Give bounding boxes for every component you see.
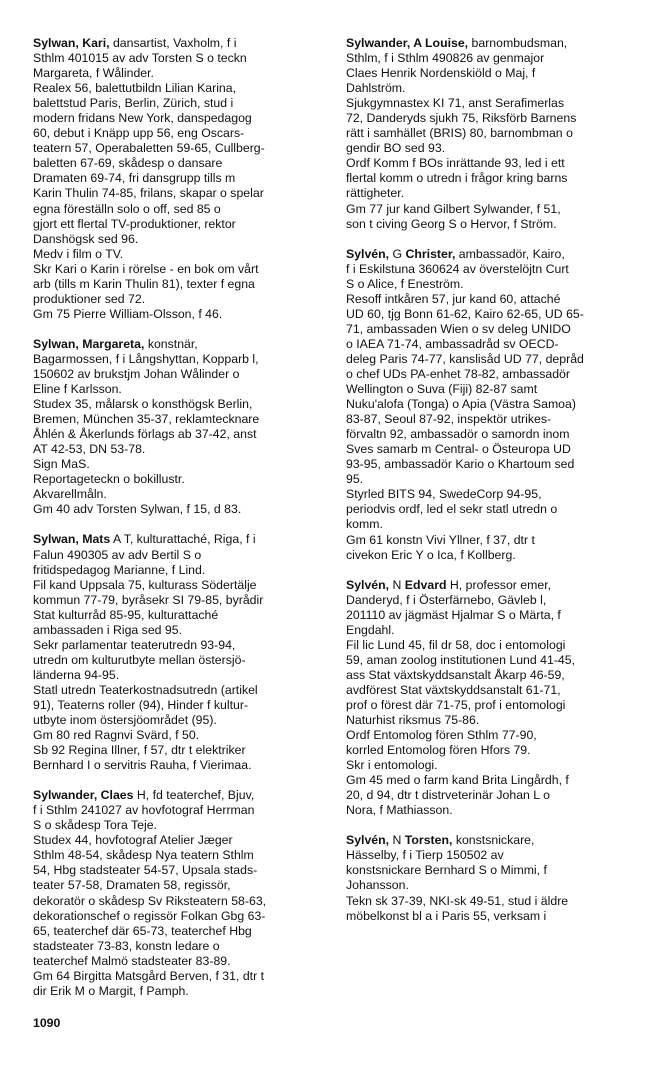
entry-text: Gm 64 Birgitta Matsgård Berven, f 31, dtr t (33, 968, 265, 983)
entry-name: Sylvén, (346, 577, 390, 592)
entry-text: Tekn sk 37-39, NKI-sk 49-51, stud i äldre (346, 893, 569, 908)
entry-line (33, 502, 333, 517)
entry-line (33, 186, 333, 201)
entry-line (33, 668, 333, 683)
column-left (33, 36, 333, 1014)
entry-line (33, 713, 333, 728)
entry-line (346, 713, 646, 728)
entry-text: Studex 35, målarsk o konsthögsk Berlin, (33, 397, 253, 412)
entry-text: avdförest Stat växtskyddsanstalt 61-71, (346, 682, 561, 697)
entry-text: Sthlm 401015 av adv Torsten S o teckn (33, 51, 247, 66)
entry-text: konstsnickare Bernhard S o Mimmi, f (346, 863, 547, 878)
entry-line (346, 36, 646, 51)
entry-line (33, 412, 333, 427)
entry-text: o IAEA 71-74, ambassadråd sv OECD- (346, 336, 559, 351)
entry-text: G (389, 246, 406, 261)
entry-line (33, 51, 333, 66)
entry-text: 59, aman zoolog institutionen Lund 41-45, (346, 652, 576, 667)
entry-line (346, 728, 646, 743)
entry-text: A T, kulturattaché, Riga, f i (110, 532, 256, 547)
entry-line (33, 442, 333, 457)
entry-text: korrled Entomolog fören Hfors 79. (346, 743, 531, 758)
entry-line (346, 126, 646, 141)
entry-text: kommun 77-79, byråsekr SI 79-85, byrådir (33, 592, 264, 607)
entry-line (346, 186, 646, 201)
entry-line (346, 743, 646, 758)
entry-line (33, 487, 333, 502)
entry-line (33, 202, 333, 217)
entry-text: Fil kand Uppsala 75, kulturass Södertälje (33, 577, 257, 592)
entry-line (346, 412, 646, 427)
entry-text: Wellington o Suva (Fiji) 82-87 samt (346, 382, 538, 397)
entry-name: Edvard (404, 577, 447, 592)
entry-line (33, 653, 333, 668)
entry-text: ambassadör, Kairo, (455, 246, 565, 261)
entry-text: Bernhard I o servitris Rauha, f Vierimaa. (33, 758, 252, 773)
entry-line (33, 818, 333, 833)
entry-line (346, 262, 646, 277)
entry-line (346, 548, 646, 563)
entry-line (33, 217, 333, 232)
entry-text: Medv i film o TV. (33, 246, 124, 261)
entry (33, 36, 333, 322)
entry-text: N (389, 833, 405, 848)
entry-text: Sthlm, f i Sthlm 490826 av genmajor (346, 51, 545, 66)
entry-text: f i Eskilstuna 360624 av överstelöjtn Curt (346, 261, 569, 276)
entry-line (346, 502, 646, 517)
entry-line (346, 202, 646, 217)
entry-text: 54, Hbg stadsteater 54-57, Upsala stads- (33, 863, 258, 878)
entry-line (33, 803, 333, 818)
entry-line (346, 457, 646, 472)
entry-name: Sylwander, A Louise, (346, 36, 469, 50)
entry-text: utredn om kulturutbyte mellan östersjö- (33, 652, 246, 667)
entry-line (346, 653, 646, 668)
entry-text: Dahlström. (346, 81, 406, 96)
entry-line (346, 487, 646, 502)
entry-line (33, 954, 333, 969)
entry-line (346, 878, 646, 893)
entry-line (346, 247, 646, 262)
entry-text: Hässelby, f i Tierp 150502 av (346, 848, 504, 863)
entry-text: 83-87, Seoul 87-92, inspektör utrikes- (346, 412, 552, 427)
entry-text: dir Erik M o Margit, f Pamph. (33, 983, 189, 998)
entry-line (346, 217, 646, 232)
entry-text: dekoratör o skådesp Sv Riksteatern 58-63, (33, 893, 267, 908)
entry-line (346, 578, 646, 593)
entry-text: f i Sthlm 241027 av hovfotograf Herrman (33, 803, 255, 818)
entry-line (33, 924, 333, 939)
entry-text: Fil lic Lund 45, fil dr 58, doc i entomologi (346, 637, 566, 652)
entry-line (33, 156, 333, 171)
entry-text: Claes Henrik Nordenskiöld o Maj, f (346, 66, 536, 81)
entry-line (346, 156, 646, 171)
entry-line (33, 578, 333, 593)
entry (346, 36, 646, 232)
entry (346, 578, 646, 819)
entry-text: länderna 94-95. (33, 667, 120, 682)
entry-line (346, 863, 646, 878)
entry-text: Gm 77 jur kand Gilbert Sylwander, f 51, (346, 201, 561, 216)
entry-text: balettstud Paris, Berlin, Zürich, stud i (33, 96, 234, 111)
entry-text: ambassaden i Riga sed 95. (33, 622, 183, 637)
entry-text: Gm 80 red Ragnvi Svärd, f 50. (33, 728, 200, 743)
entry (33, 788, 333, 999)
entry-text: Studex 44, hovfotograf Atelier Jæger (33, 833, 233, 848)
entry-text: Resoff intkåren 57, jur kand 60, attaché (346, 291, 561, 306)
entry-text: baletten 67-69, skådesp o dansare (33, 156, 223, 171)
entry-line (33, 292, 333, 307)
entry-line (346, 698, 646, 713)
entry-line (33, 352, 333, 367)
entry-line (33, 457, 333, 472)
entry-line (33, 758, 333, 773)
entry-text: Gm 75 Pierre William-Olsson, f 46. (33, 306, 223, 321)
entry-line (346, 623, 646, 638)
entry-text: 72, Danderyds sjukh 75, Riksförb Barnens (346, 111, 577, 126)
entry-line (33, 548, 333, 563)
entry-text: AT 42-53, DN 53-78. (33, 442, 146, 457)
entry-text: 71, ambassaden Wien o sv deleg UNIDO (346, 321, 571, 336)
entry-text: dekorationschef o regissör Folkan Gbg 63- (33, 908, 266, 923)
entry-text: periodvis ordf, led el sekr statl utredn o (346, 502, 558, 517)
entry-line (33, 894, 333, 909)
entry-line (33, 277, 333, 292)
entry-line (33, 247, 333, 262)
entry-line (33, 728, 333, 743)
entry-text: 93-95, ambassadör Kario o Khartoum sed (346, 457, 575, 472)
entry-line (33, 969, 333, 984)
entry-text: S o skådesp Tora Teje. (33, 818, 157, 833)
entry-line (346, 909, 646, 924)
page-number: 1090 (33, 1016, 61, 1030)
entry-text: H, fd teaterchef, Bjuv, (133, 788, 255, 803)
entry-text: flertal komm o utredn i frågor kring barns (346, 171, 568, 186)
entry-text: Reportageteckn o bokillustr. (33, 472, 185, 487)
entry-text: egna föreställn solo o off, sed 85 o (33, 201, 221, 216)
entry-text: o chef UDs PA-enhet 78-82, ambassadör (346, 366, 570, 381)
entry-line (346, 773, 646, 788)
entry (346, 247, 646, 563)
entry-text: Sthlm 48-54, skådesp Nya teatern Sthlm (33, 848, 254, 863)
entry-text: son t civing Georg S o Hervor, f Ström. (346, 216, 557, 231)
entry-text: produktioner sed 72. (33, 291, 146, 306)
entry-line (33, 171, 333, 186)
entry-text: stadsteater 73-83, konstn ledare o (33, 938, 220, 953)
entry-name: Sylvén, (346, 833, 390, 848)
entry-line (33, 608, 333, 623)
entry-line (33, 984, 333, 999)
entry-line (346, 367, 646, 382)
entry-text: Skr Kari o Karin i rörelse - en bok om vårt (33, 261, 259, 276)
entry-text: dansartist, Vaxholm, f i (109, 36, 237, 50)
entry-line (33, 111, 333, 126)
entry-text: förvaltn 92, ambassadör o samordn inom (346, 427, 570, 442)
entry-text: prof o förest där 71-75, prof i entomologi (346, 697, 566, 712)
entry-line (346, 638, 646, 653)
entry-line (33, 878, 333, 893)
entry-name: Sylwan, Kari, (33, 36, 110, 50)
entry-text: Bagarmossen, f i Långshyttan, Kopparb l, (33, 351, 259, 366)
entry-text: Danshögsk sed 96. (33, 231, 139, 246)
entry-line (33, 532, 333, 547)
entry-name: Sylwan, Mats (33, 532, 111, 547)
entry-text: Nora, f Mathiasson. (346, 803, 453, 818)
entry-line (33, 262, 333, 277)
entry-line (33, 863, 333, 878)
entry-line (346, 608, 646, 623)
entry (346, 833, 646, 923)
entry-line (346, 803, 646, 818)
entry-line (33, 848, 333, 863)
entry-line (346, 111, 646, 126)
entry-line (33, 427, 333, 442)
entry-line (346, 171, 646, 186)
entry-line (33, 382, 333, 397)
entry-line (33, 743, 333, 758)
entry-text: Bremen, München 35-37, reklamtecknare (33, 412, 260, 427)
entry-text: utbyte inom östersjöområdet (95). (33, 713, 217, 728)
entry-text: 95. (346, 472, 364, 487)
entry-text: Eline f Karlsson. (33, 382, 122, 397)
entry-line (346, 322, 646, 337)
entry-text: rätt i samhället (BRIS) 80, barnombman o (346, 126, 573, 141)
entry-text: S o Alice, f Eneström. (346, 276, 464, 291)
entry-text: Stat kulturråd 85-95, kulturattaché (33, 607, 219, 622)
entry-line (33, 307, 333, 322)
entry-line (346, 683, 646, 698)
entry-text: 20, d 94, dtr t distrveterinär Johan L o (346, 788, 550, 803)
entry-text: Dramaten 69-74, fri dansgrupp tills m (33, 171, 236, 186)
entry-text: Johansson. (346, 878, 409, 893)
entry-line (346, 397, 646, 412)
entry-text: Ordf Komm f BOs inrättande 93, led i ett (346, 156, 565, 171)
entry-line (346, 442, 646, 457)
entry-text: N (389, 577, 405, 592)
entry-text: teatern 57, Operabaletten 59-65, Cullberg- (33, 141, 265, 156)
entry-line (33, 397, 333, 412)
entry (33, 532, 333, 773)
entry-line (33, 36, 333, 51)
entry-text: Gm 61 konstn Vivi Yllner, f 37, dtr t (346, 532, 535, 547)
entry-line (346, 833, 646, 848)
entry-line (33, 939, 333, 954)
entry-text: Sekr parlamentar teaterutredn 93-94, (33, 637, 236, 652)
entry-line (346, 277, 646, 292)
entry-line (33, 96, 333, 111)
entry-text: Falun 490305 av adv Bertil S o (33, 547, 202, 562)
entry-text: Gm 45 med o farm kand Brita Lingårdh, f (346, 773, 569, 788)
entry-line (346, 427, 646, 442)
entry-line (33, 788, 333, 803)
entry-line (33, 232, 333, 247)
entry-text: Ordf Entomolog fören Sthlm 77-90, (346, 728, 537, 743)
entry-line (346, 788, 646, 803)
entry-text: Åhlén & Åkerlunds förlags ab 37-42, anst (33, 427, 257, 442)
entry-name: Christer, (405, 246, 456, 261)
entry-line (346, 307, 646, 322)
entry (33, 337, 333, 518)
entry-name: Sylwan, Margareta, (33, 336, 145, 351)
entry-line (346, 533, 646, 548)
entry-line (33, 367, 333, 382)
entry-line (346, 81, 646, 96)
entry-line (346, 382, 646, 397)
entry-name: Sylwander, Claes (33, 788, 134, 803)
entry-line (33, 141, 333, 156)
entry-line (33, 337, 333, 352)
entry-line (33, 563, 333, 578)
entry-line (33, 593, 333, 608)
entry-text: Engdahl. (346, 622, 395, 637)
entry-line (346, 758, 646, 773)
entry-line (33, 683, 333, 698)
entry-text: Naturhist riksmus 75-86. (346, 713, 480, 728)
entry-line (346, 51, 646, 66)
entry-text: gjort ett flertal TV-produktioner, rektor (33, 216, 236, 231)
entry-text: Sb 92 Regina Illner, f 57, dtr t elektriker (33, 743, 246, 758)
entry-text: Skr i entomologi. (346, 758, 438, 773)
entry-text: Sign MaS. (33, 457, 90, 472)
entry-line (346, 472, 646, 487)
entry-text: Sjukgymnastex KI 71, anst Serafimerlas (346, 96, 565, 111)
entry-line (33, 66, 333, 81)
entry-text: UD 60, tjg Bonn 61-62, Kairo 62-65, UD 65- (346, 306, 584, 321)
entry-text: 150602 av brukstjm Johan Wålinder o (33, 366, 240, 381)
entry-text: konstnär, (144, 336, 198, 351)
entry-line (346, 337, 646, 352)
entry-text: civekon Eric Y o Ica, f Kollberg. (346, 547, 516, 562)
entry-line (33, 698, 333, 713)
entry-line (346, 66, 646, 81)
entry-text: ass Stat växtskyddsanstalt Åkarp 46-59, (346, 667, 565, 682)
entry-line (346, 848, 646, 863)
entry-text: deleg Paris 74-77, kanslisåd UD 77, depråd (346, 351, 584, 366)
entry-text: teaterchef Malmö stadsteater 83-89. (33, 953, 231, 968)
entry-line (346, 141, 646, 156)
entry-text: Margareta, f Wålinder. (33, 66, 154, 81)
entry-text: Danderyd, f i Österfärnebo, Gävleb l, (346, 592, 547, 607)
entry-line (346, 593, 646, 608)
column-right (346, 36, 646, 939)
entry-text: fritidspedagog Marianne, f Lind. (33, 562, 206, 577)
entry-text: Statl utredn Teaterkostnadsutredn (artikel (33, 682, 258, 697)
entry-line (346, 668, 646, 683)
entry-line (33, 909, 333, 924)
entry-line (346, 292, 646, 307)
entry-text: rättigheter. (346, 186, 405, 201)
entry-line (33, 81, 333, 96)
entry-text: konstsnickare, (452, 833, 535, 848)
entry-text: Nuku'alofa (Tonga) o Apia (Västra Samoa) (346, 397, 576, 412)
entry-text: Gm 40 adv Torsten Sylwan, f 15, d 83. (33, 502, 242, 517)
entry-line (33, 638, 333, 653)
entry-line (33, 126, 333, 141)
entry-line (346, 352, 646, 367)
entry-text: 91), Teaterns roller (94), Hinder f kultur- (33, 697, 249, 712)
entry-line (33, 623, 333, 638)
entry-text: 65, teaterchef där 65-73, teaterchef Hbg (33, 923, 252, 938)
entry-name: Torsten, (404, 833, 453, 848)
entry-text: teater 57-58, Dramaten 58, regissör, (33, 878, 231, 893)
entry-text: H, professor emer, (446, 577, 552, 592)
entry-text: möbelkonst bl a i Paris 55, verksam i (346, 908, 547, 923)
entry-text: Karin Thulin 74-85, frilans, skapar o spelar (33, 186, 264, 201)
entry-name: Sylvén, (346, 246, 390, 261)
entry-text: Realex 56, balettutbildn Lilian Karina, (33, 81, 237, 96)
entry-text: 201110 av jägmäst Hjalmar S o Märta, f (346, 607, 561, 622)
entry-text: arb (tills m Karin Thulin 81), texter f egna (33, 276, 255, 291)
entry-text: Styrled BITS 94, SwedeCorp 94-95, (346, 487, 542, 502)
entry-text: 60, debut i Knäpp upp 56, eng Oscars- (33, 126, 245, 141)
entry-text: gendir BO sed 93. (346, 141, 446, 156)
entry-text: komm. (346, 517, 383, 532)
entry-text: modern fridans New York, danspedagog (33, 111, 252, 126)
entry-text: Sves samarb m Central- o Östeuropa UD (346, 442, 571, 457)
entry-text: Akvarellmåln. (33, 487, 107, 502)
entry-line (33, 472, 333, 487)
entry-line (33, 833, 333, 848)
entry-text: barnombudsman, (468, 36, 568, 50)
entry-line (346, 517, 646, 532)
entry-line (346, 96, 646, 111)
entry-line (346, 894, 646, 909)
